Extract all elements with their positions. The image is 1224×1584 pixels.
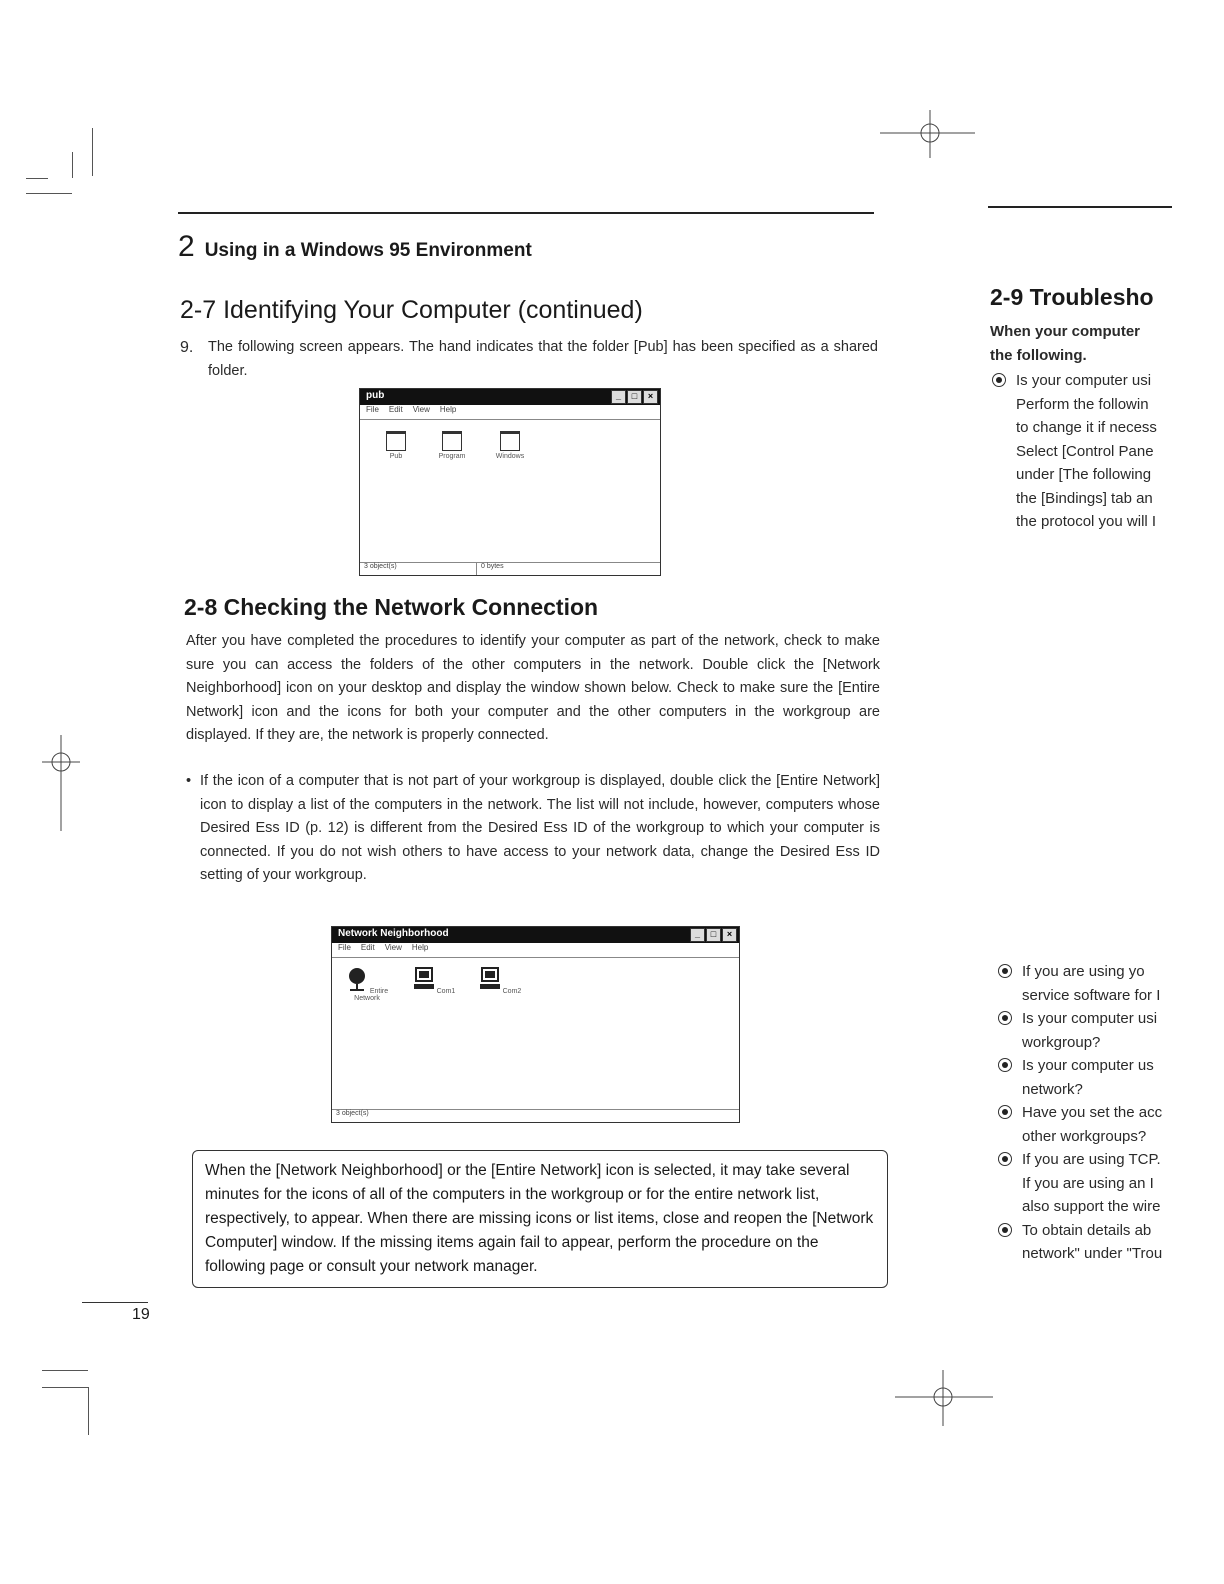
crop-mark: [92, 128, 93, 176]
menu-edit[interactable]: Edit: [388, 405, 403, 414]
header-rule: [178, 212, 874, 214]
window-status-bar: [332, 1109, 739, 1122]
troubleshooting-bullets-lower: If you are using yo service software for I Is your computer usi workgroup? Is your computer us network? Have you set the acc other workgroups? If you are using TCP. If you are using an I also support the wire To obtain details ab network" under "Trou: [998, 960, 1184, 1266]
folder-program[interactable]: Program: [424, 431, 480, 460]
menu-help[interactable]: Help: [439, 405, 457, 414]
registration-mark-icon: [880, 110, 980, 160]
crop-mark: [26, 178, 48, 179]
minimize-icon[interactable]: _: [611, 390, 626, 404]
bullet-circle-icon: [998, 1058, 1012, 1072]
minimize-icon[interactable]: _: [690, 928, 705, 942]
menu-file[interactable]: File: [366, 405, 379, 414]
crop-mark: [42, 1387, 88, 1388]
folder-icon: [500, 431, 520, 451]
status-bytes: 0 bytes: [481, 563, 504, 570]
window-title: Network Neighborhood: [338, 928, 449, 939]
crop-mark: [72, 152, 73, 178]
close-icon[interactable]: ×: [643, 390, 658, 404]
close-icon[interactable]: ×: [722, 928, 737, 942]
menu-file[interactable]: File: [338, 943, 351, 952]
network-bullet: [186, 770, 880, 888]
chapter-header: [178, 230, 532, 264]
chapter-number: 2: [178, 230, 195, 263]
window-menu-bar: [332, 943, 739, 958]
network-neighborhood-window: [331, 926, 740, 1123]
bullet-circle-icon: [998, 1223, 1012, 1237]
troubleshooting-intro: When your computer the following.: [990, 323, 1141, 364]
folder-windows[interactable]: Windows: [482, 431, 538, 460]
registration-mark-icon: [40, 735, 84, 835]
menu-view[interactable]: View: [384, 943, 402, 952]
menu-edit[interactable]: Edit: [360, 943, 375, 952]
computer-icon: [413, 967, 435, 991]
window-title-bar: [360, 389, 660, 405]
crop-mark: [26, 193, 72, 194]
header-rule-right: [988, 206, 1172, 208]
page-number: 19: [132, 1306, 150, 1323]
status-object-count: 3 object(s): [336, 1110, 369, 1117]
bullet-text: If the icon of a computer that is not part of your workgroup is displayed, double click the [Entire Network] icon to display a list of the computers in the network. The list will not include, however, computers whose Desired Ess ID (p. 12) is different from the Desired Ess ID of the workgroup to which your computer is connected. If you do not wish others to have access to your network data, change the Desired Ess ID setting of your workgroup.: [200, 773, 880, 883]
bullet-circle-icon: [998, 1152, 1012, 1166]
computer-com2[interactable]: Com2: [472, 967, 528, 995]
troubleshooting-bullet-1: Is your computer usi Perform the followin to change it if necess Select [Control Pane under [The following the [Bindings] tab an the protocol you will I: [992, 369, 1176, 534]
window-status-bar: [360, 562, 660, 575]
chapter-title: Using in a Windows 95 Environment: [204, 240, 532, 261]
bullet-circle-icon: [998, 964, 1012, 978]
section-heading-2-9: 2-9 Troublesho: [990, 284, 1154, 310]
bullet-circle-icon: [998, 1105, 1012, 1119]
menu-view[interactable]: View: [412, 405, 430, 414]
registration-mark-icon: [895, 1370, 995, 1430]
folder-icon: [442, 431, 462, 451]
crop-mark: [42, 1370, 88, 1371]
page-number-rule: [82, 1302, 148, 1303]
window-menu-bar: [360, 405, 660, 420]
window-title: pub: [366, 390, 385, 401]
menu-help[interactable]: Help: [411, 943, 429, 952]
section-heading-2-7: 2-7 Identifying Your Computer (continued): [180, 296, 643, 324]
shared-folder-icon: [386, 431, 406, 451]
bullet-circle-icon: [998, 1011, 1012, 1025]
window-title-bar: [332, 927, 739, 943]
entire-network-item[interactable]: Entire Network: [334, 967, 400, 1002]
maximize-icon[interactable]: □: [627, 390, 642, 404]
computer-com1[interactable]: Com1: [406, 967, 462, 995]
maximize-icon[interactable]: □: [706, 928, 721, 942]
section-heading-2-8: 2-8 Checking the Network Connection: [184, 594, 599, 620]
folder-pub[interactable]: Pub: [368, 431, 424, 460]
step-9: [180, 336, 880, 383]
bullet-circle-icon: [992, 373, 1006, 387]
computer-icon: [479, 967, 501, 991]
bullet-mark: •: [186, 773, 192, 789]
status-object-count: 3 object(s): [360, 563, 477, 575]
note-box: When the [Network Neighborhood] or the [Entire Network] icon is selected, it may take several minutes for the icons of all of the computers in the workgroup or for the entire network list, respectively, to appear. When there are missing icons or list items, close and reopen the [Network Computer] window. If the missing items again fail to appear, perform the procedure on the following page or consult your network manager.: [192, 1150, 888, 1288]
pub-window: [359, 388, 661, 576]
step-text: The following screen appears. The hand indicates that the folder [Pub] has been specified as a shared folder.: [208, 339, 878, 379]
network-paragraph: After you have completed the procedures to identify your computer as part of the network, check to make sure you can access the folders of the other computers in the network. Double click the [Network Neighborhood] icon on your desktop and display the window shown below. Check to make sure the [Entire Network] icon and the icons for both your computer and the other computers in the workgroup are displayed. If they are, the network is properly connected.: [186, 633, 880, 743]
globe-icon: [346, 967, 368, 991]
step-number: 9.: [180, 339, 194, 356]
crop-mark: [88, 1387, 89, 1435]
